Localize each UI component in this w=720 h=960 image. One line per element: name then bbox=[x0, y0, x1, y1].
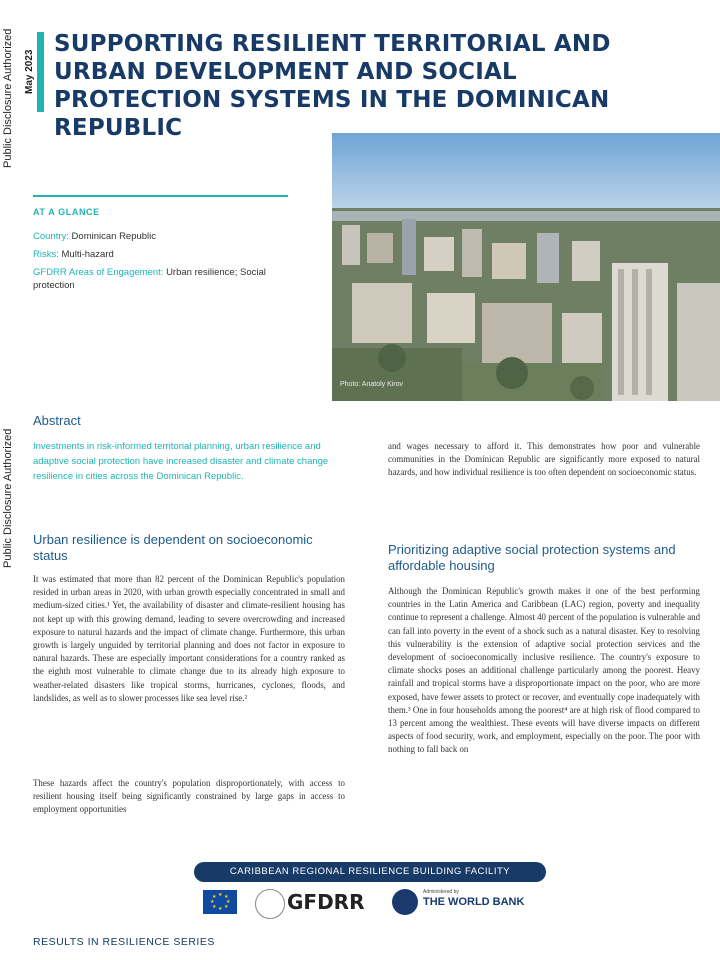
abstract-heading: Abstract bbox=[33, 413, 81, 428]
risks-value: Multi-hazard bbox=[61, 249, 114, 260]
urban-paragraph-1: It was estimated that more than 82 percent of the Dominican Republic's population resided in urban areas in 2020, with urban growth especially concentrated in small and medium-sized cities.¹ Yet, the availability of disaster and climate-resilient housing has not kept up with this growing demand, leading to severe overcrowding and increased exposure to natural hazards and the impact of climate change. Furthermore, this urban growth is largely unguided by territorial planning and does not factor in exposure to natural hazards. These are especially important considerations for a country ranked as the eighth most vulnerable to climate change due to its already high exposure to weather-related disasters like tropical storms, hurricanes, cyclones, floods, and landslides, as well as to slower processes like sea level rise.² bbox=[33, 574, 345, 703]
glance-country bbox=[33, 230, 288, 243]
photo-credit: Photo: Anatoly Kirov bbox=[340, 381, 404, 388]
gfdrr-logo-text: GFDRR bbox=[287, 890, 365, 914]
gfdrr-globe-icon bbox=[255, 889, 285, 919]
title-accent-bar bbox=[37, 32, 44, 112]
world-bank-logo-text: THE WORLD BANK bbox=[423, 896, 525, 908]
publication-date: May 2023 bbox=[24, 49, 35, 94]
glance-heading: AT A GLANCE bbox=[33, 207, 100, 217]
disclosure-label-middle: Public Disclosure Authorized bbox=[2, 428, 14, 568]
disclosure-label-top: Public Disclosure Authorized bbox=[2, 28, 14, 168]
at-a-glance-box bbox=[33, 195, 288, 297]
country-label: Country: bbox=[33, 231, 69, 242]
city-skyline-image bbox=[332, 133, 720, 401]
risks-label: Risks: bbox=[33, 249, 59, 260]
country-value: Dominican Republic bbox=[71, 231, 157, 242]
urban-paragraph-2: These hazards affect the country's population disproportionately, with access to resilient housing itself being significantly constrained by large gaps in access to employment opportunities bbox=[33, 778, 345, 815]
glance-areas bbox=[33, 266, 288, 292]
series-label: RESULTS IN RESILIENCE SERIES bbox=[33, 936, 215, 948]
abstract-text: Investments in risk-informed territorial planning, urban resilience and adaptive social protection have increased disaster and climate change resilience in cities across the Dominican Republic. bbox=[33, 441, 329, 482]
wb-administered-by: Administered by bbox=[423, 889, 459, 895]
urban-resilience-heading: Urban resilience is dependent on socioeconomic status bbox=[33, 532, 313, 563]
facility-banner: CARIBBEAN REGIONAL RESILIENCE BUILDING FACILITY bbox=[194, 862, 546, 882]
world-bank-globe-icon bbox=[392, 889, 418, 915]
column2-paragraph-1: and wages necessary to afford it. This demonstrates how poor and vulnerable communities in the Dominican Republic are significantly more exposed to natural hazards, and how individual resilience is too often dependent on socioeconomic status. bbox=[388, 441, 700, 478]
partner-logos bbox=[195, 886, 545, 922]
prioritizing-heading: Prioritizing adaptive social protection systems and affordable housing bbox=[388, 542, 676, 573]
city-photo bbox=[332, 133, 720, 401]
column2-paragraph-2: Although the Dominican Republic's growth makes it one of the best performing countries in the Latin America and Caribbean (LAC) region, poverty and inequality continue to represent a challenge. Almost 40 percent of the population is vulnerable and can fall into poverty in the event of a shock such as a natural disaster. Key to resolving this vulnerability is the extension of adaptive social protection services and the development of socioeconomically inclusive resilience. The country's exposure to climate shocks poses an additional challenge particularly among the poorest. Heavy rainfall and tropical storms have a disproportionate impact on the poor, who are more exposed, have fewer assets to protect or recover, and eventually cope inadequately with them.³ One in four households among the poorest⁴ are at high risk of flood compared to 13 percent among the wealthiest. These events will have diverse impacts on different aspects of food security, work, and employment, especially on the poor. The poor with nothing to fall back on bbox=[388, 586, 701, 755]
areas-label: GFDRR Areas of Engagement: bbox=[33, 267, 164, 278]
glance-risks bbox=[33, 248, 288, 261]
areas-value: Urban resilience; Social protection bbox=[33, 267, 266, 291]
page-title: SUPPORTING RESILIENT TERRITORIAL AND URBAN DEVELOPMENT AND SOCIAL PROTECTION SYSTEMS IN THE DOMINICAN REPUBLIC bbox=[54, 31, 611, 141]
eu-flag-icon: ★ ★ ★ ★ ★ ★ ★ ★ bbox=[203, 890, 237, 914]
